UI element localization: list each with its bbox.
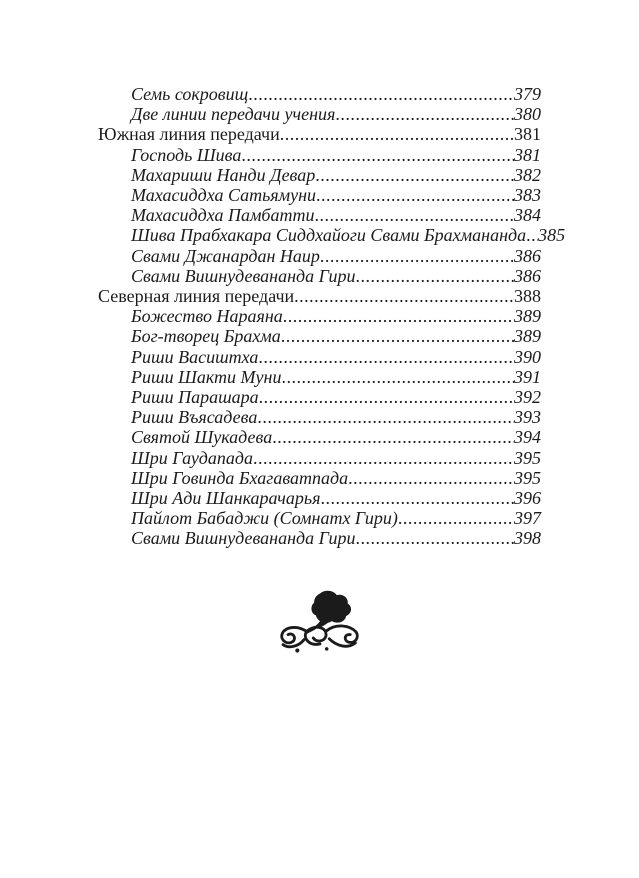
dot-leader	[283, 306, 514, 326]
toc-entry	[98, 306, 541, 326]
toc-entry-label: Махасиддха Памбатти	[131, 205, 315, 226]
toc-entry-label: Две линии передачи учения	[131, 104, 336, 125]
dot-leader	[526, 225, 538, 245]
toc-entry-page: 397	[514, 508, 541, 529]
toc-entry	[98, 84, 541, 104]
dot-leader	[316, 185, 514, 205]
toc-entry-page: 390	[514, 346, 541, 367]
toc-entry	[98, 124, 541, 144]
toc-entry	[98, 427, 541, 447]
toc-entry	[98, 528, 541, 548]
toc-entry-label: Свами Вишнудевананда Гири	[131, 265, 356, 286]
toc-entry	[98, 286, 541, 306]
dot-leader	[294, 286, 514, 306]
dot-leader	[280, 124, 514, 144]
dot-leader	[398, 508, 514, 528]
toc-entry-label: Махасиддха Сатьямуни	[131, 185, 317, 206]
toc-entry-label: Бог-творец Брахма	[131, 326, 281, 347]
toc-entry	[98, 104, 541, 124]
toc-entry-label: Господь Шива	[131, 144, 242, 165]
dot-leader	[356, 528, 515, 548]
dot-leader	[258, 347, 514, 367]
toc-entry-page: 381	[514, 124, 541, 145]
floral-ornament-icon	[278, 590, 362, 654]
toc-entry-page: 398	[514, 528, 541, 549]
toc-entry	[98, 145, 541, 165]
toc-entry	[98, 407, 541, 427]
toc-entry-label: Риши Шакти Муни	[131, 366, 282, 387]
dot-leader	[335, 104, 514, 124]
toc-entry-label: Божество Нараяна	[131, 306, 283, 327]
toc-entry-page: 385	[538, 225, 566, 246]
toc-entry-page: 381	[514, 144, 541, 165]
toc-entry-label: Шри Гаудапада	[131, 447, 253, 468]
toc-entry-page: 392	[514, 387, 541, 408]
toc-entry	[98, 488, 541, 508]
toc-entry	[98, 225, 566, 246]
toc-entry	[98, 165, 541, 185]
toc-entry-label: Шри Ади Шанкарачарья	[131, 488, 321, 509]
dot-leader	[241, 145, 514, 165]
toc-entry	[98, 326, 541, 346]
toc-entry-page: 379	[514, 84, 541, 104]
toc-entry-page: 383	[514, 185, 541, 206]
toc-entry-label: Пайлот Бабаджи (Сомнатх Гири)	[131, 508, 398, 529]
toc-entry-label: Риши Парашара	[131, 387, 259, 408]
dot-leader	[253, 448, 514, 468]
toc-entry	[98, 266, 541, 286]
toc-entry-page: 396	[514, 488, 541, 509]
toc-entry-label: Шива Прабхакара Сиддхайоги Свами Брахмананда	[131, 225, 527, 246]
toc-entry-label: Северная линия передачи	[98, 286, 295, 307]
toc-entry-label: Риши Васиштха	[131, 346, 259, 367]
toc-entry-page: 380	[514, 104, 541, 125]
dot-leader	[281, 367, 514, 387]
dot-leader	[259, 387, 514, 407]
toc-entry-page: 384	[514, 205, 541, 226]
dot-leader	[315, 165, 514, 185]
dot-leader	[272, 427, 514, 447]
toc-entry-label: Святой Шукадева	[131, 427, 273, 448]
toc-entry-page: 395	[514, 447, 541, 468]
toc-entry-page: 389	[514, 326, 541, 347]
toc-entry-page: 388	[514, 286, 541, 307]
toc-entry-page: 395	[514, 467, 541, 488]
dot-leader	[248, 84, 514, 104]
toc-entry-page: 386	[514, 265, 541, 286]
toc-entry-label: Риши Въясадева	[131, 407, 258, 428]
toc-entry	[98, 185, 541, 205]
toc-entry-label: Южная линия передачи	[98, 124, 280, 145]
toc-entry-page: 389	[514, 306, 541, 327]
toc-entry	[98, 448, 541, 468]
toc-entry-page: 391	[514, 366, 541, 387]
toc-entry-page: 393	[514, 407, 541, 428]
toc-entry	[98, 347, 541, 367]
ornament-container	[98, 590, 541, 654]
toc-entry	[98, 508, 541, 528]
toc-entry-label: Махариши Нанди Девар	[131, 164, 316, 185]
dot-leader	[348, 468, 514, 488]
toc-entry-page: 382	[514, 164, 541, 185]
toc-entry	[98, 367, 541, 387]
toc-entry-label: Семь сокровищ	[131, 84, 249, 104]
toc-entry	[98, 205, 541, 225]
dot-leader	[281, 326, 514, 346]
toc-entry-page: 386	[514, 245, 541, 266]
toc-entry	[98, 387, 541, 407]
toc-entry-label: Свами Джанардан Наир	[131, 245, 320, 266]
dot-leader	[356, 266, 515, 286]
dot-leader	[257, 407, 514, 427]
dot-leader	[320, 246, 514, 266]
toc-entry-page: 394	[514, 427, 541, 448]
dot-leader	[320, 488, 514, 508]
toc-entry-label: Свами Вишнудевананда Гири	[131, 528, 356, 549]
toc-entry	[98, 246, 541, 266]
toc-entry	[98, 468, 541, 488]
toc-list	[98, 84, 566, 549]
dot-leader	[314, 205, 514, 225]
toc-entry-label: Шри Говинда Бхагаватпада	[131, 467, 349, 488]
